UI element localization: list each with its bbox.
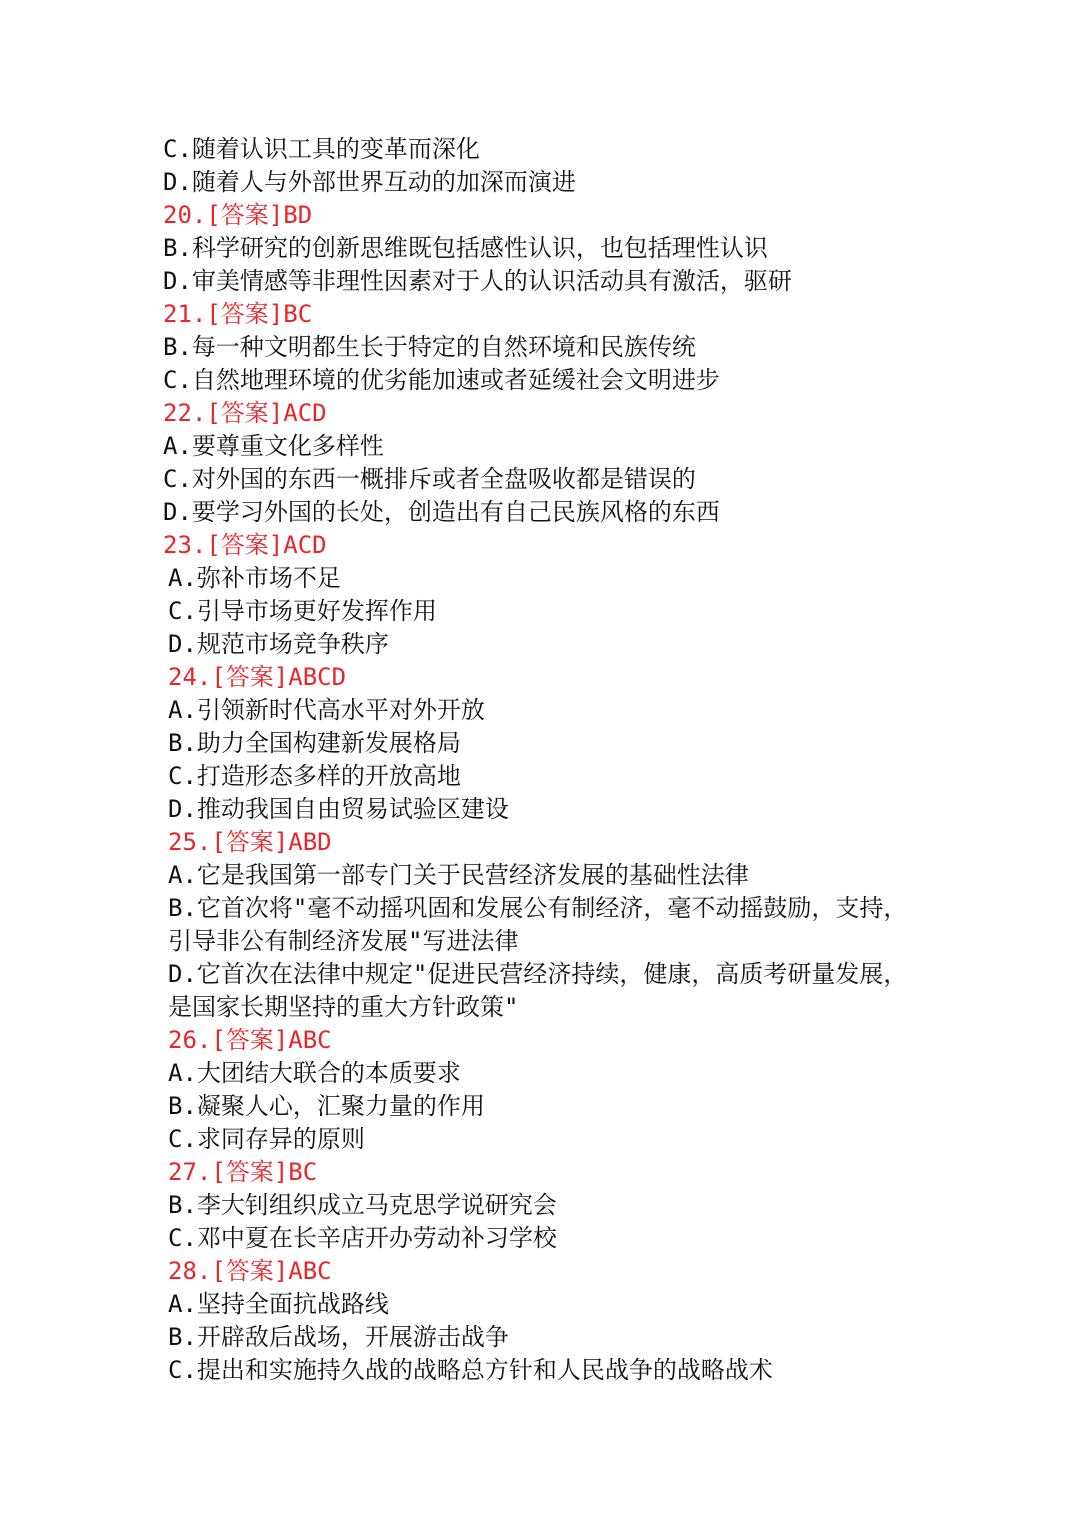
- answer-heading: 20.[答案]BD: [163, 201, 313, 229]
- answer-heading: 25.[答案]ABD: [168, 828, 332, 856]
- option-line: B.它首次将"毫不动摇巩固和发展公有制经济，毫不动摇鼓励，支持，引导非公有制经济发展"写进法律: [168, 894, 908, 955]
- option-line: B.开辟敌后战场，开展游击战争: [168, 1323, 509, 1351]
- option-line: B.每一种文明都生长于特定的自然环境和民族传统: [163, 333, 696, 361]
- option-line: D.它首次在法律中规定"促进民营经济持续，健康，高质考研量发展，是国家长期坚持的重大方针政策": [168, 960, 908, 1021]
- option-line: A.坚持全面抗战路线: [168, 1290, 389, 1318]
- answer-heading: 24.[答案]ABCD: [168, 663, 347, 691]
- option-line: C.对外国的东西一概排斥或者全盘吸收都是错误的: [163, 465, 696, 493]
- answer-document: [0, 133, 1080, 1387]
- answer-heading: 23.[答案]ACD: [163, 531, 327, 559]
- option-line: C.求同存异的原则: [168, 1125, 365, 1153]
- answer-heading: 28.[答案]ABC: [168, 1257, 332, 1285]
- option-line: C.邓中夏在长辛店开办劳动补习学校: [168, 1224, 557, 1252]
- option-line: D.随着人与外部世界互动的加深而演进: [163, 168, 576, 196]
- option-line: C.随着认识工具的变革而深化: [163, 135, 480, 163]
- option-line: C.打造形态多样的开放高地: [168, 762, 461, 790]
- option-line: A.引领新时代高水平对外开放: [168, 696, 485, 724]
- answer-heading: 22.[答案]ACD: [163, 399, 327, 427]
- option-line: B.李大钊组织成立马克思学说研究会: [168, 1191, 557, 1219]
- option-line: C.引导市场更好发挥作用: [168, 597, 437, 625]
- option-line: C.自然地理环境的优劣能加速或者延缓社会文明进步: [163, 366, 720, 394]
- option-line: A.大团结大联合的本质要求: [168, 1059, 461, 1087]
- answer-heading: 26.[答案]ABC: [168, 1026, 332, 1054]
- option-line: A.弥补市场不足: [168, 564, 341, 592]
- option-line: B.科学研究的创新思维既包括感性认识，也包括理性认识: [163, 234, 768, 262]
- option-line: C.提出和实施持久战的战略总方针和人民战争的战略战术: [168, 1356, 773, 1384]
- option-line: D.要学习外国的长处，创造出有自己民族风格的东西: [163, 498, 720, 526]
- option-line: A.要尊重文化多样性: [163, 432, 384, 460]
- option-line: D.审美情感等非理性因素对于人的认识活动具有激活，驱研: [163, 267, 792, 295]
- option-line: A.它是我国第一部专门关于民营经济发展的基础性法律: [168, 861, 749, 889]
- option-line: D.推动我国自由贸易试验区建设: [168, 795, 509, 823]
- option-line: B.助力全国构建新发展格局: [168, 729, 461, 757]
- answer-heading: 27.[答案]BC: [168, 1158, 318, 1186]
- option-line: D.规范市场竞争秩序: [168, 630, 389, 658]
- option-line: B.凝聚人心，汇聚力量的作用: [168, 1092, 485, 1120]
- answer-heading: 21.[答案]BC: [163, 300, 313, 328]
